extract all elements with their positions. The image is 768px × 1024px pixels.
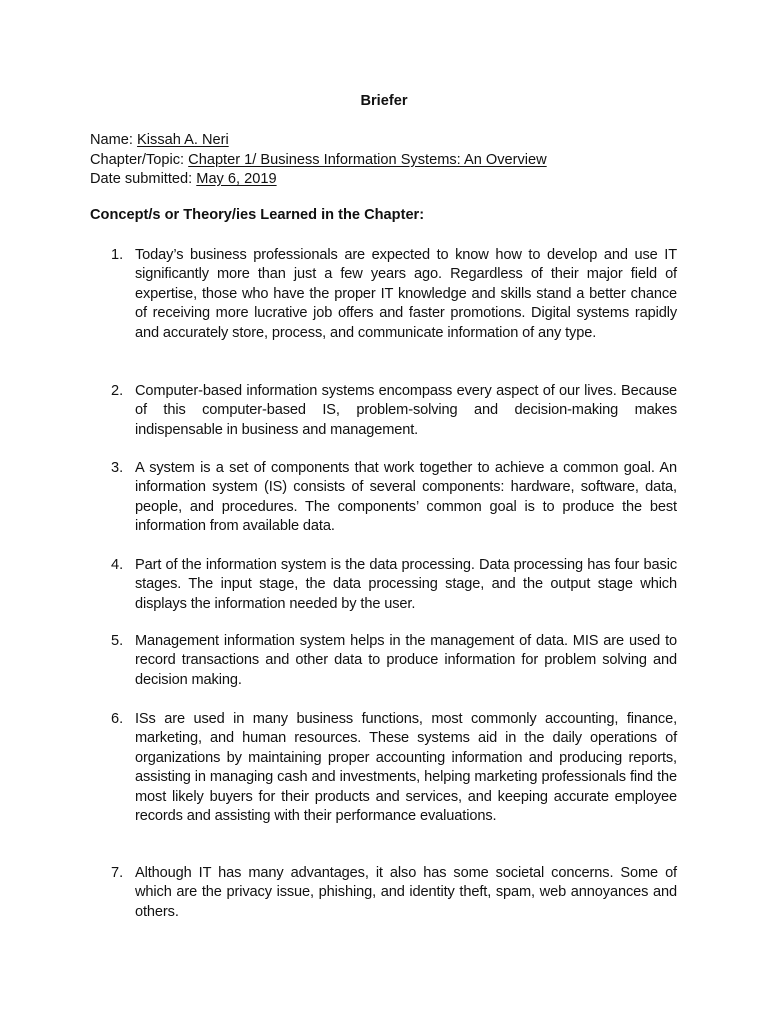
item-text: Part of the information system is the data processing. Data processing has four basic stages. The input stage, the data processing stage, and the output stage which displays the information needed by the user. bbox=[135, 557, 677, 612]
date-value: May 6, 2019 bbox=[196, 171, 277, 187]
item-text: ISs are used in many business functions, most commonly accounting, finance, marketing, and human resources. These systems aid in the daily operations of organizations by maintaining proper accounting information and producing reports, assisting in managing cash and investments, helping marketing professionals find the most likely buyers for their products and services, and keeping accurate employee records and assisting with their performance evaluations. bbox=[135, 711, 677, 825]
name-value: Kissah A. Neri bbox=[137, 132, 229, 148]
item-text: A system is a set of components that work together to achieve a common goal. An information system (IS) consists of several components: hardware, software, data, people, and procedures. The components’ common goal is to produce the best information from available data. bbox=[135, 460, 677, 535]
date-row bbox=[90, 170, 547, 190]
name-row bbox=[90, 131, 547, 151]
name-label: Name: bbox=[90, 132, 133, 148]
item-number: 6. bbox=[111, 711, 124, 727]
chapter-row bbox=[90, 151, 547, 171]
item-number: 3. bbox=[111, 460, 124, 476]
date-label: Date submitted: bbox=[90, 171, 193, 187]
chapter-label: Chapter/Topic: bbox=[90, 151, 185, 168]
item-number: 5. bbox=[111, 633, 124, 649]
item-number: 7. bbox=[111, 865, 124, 881]
item-text: Management information system helps in the management of data. MIS are used to record transactions and other data to produce information for problem solving and decision making. bbox=[135, 633, 677, 688]
item-text: Today’s business professionals are expected to know how to develop and use IT significantly more than just a few years ago. Regardless of their major field of expertise, those who have the proper IT knowledge and skills stand a better chance of receiving more lucrative job offers and faster promotions. Digital systems rapidly and accurately store, process, and communicate information of any type. bbox=[135, 247, 677, 341]
item-number: 2. bbox=[111, 383, 124, 399]
item-number: 4. bbox=[111, 557, 124, 573]
document-meta bbox=[90, 131, 547, 190]
document-title: Briefer bbox=[360, 93, 408, 109]
section-heading: Concept/s or Theory/ies Learned in the Chapter: bbox=[90, 207, 425, 223]
chapter-value: Chapter 1/ Business Information Systems: An Overview bbox=[188, 151, 547, 168]
item-number: 1. bbox=[111, 247, 124, 263]
item-text: Computer-based information systems encompass every aspect of our lives. Because of this computer-based IS, problem-solving and decision-making makes indispensable in business and management. bbox=[135, 383, 677, 438]
item-text: Although IT has many advantages, it also has some societal concerns. Some of which are the privacy issue, phishing, and identity theft, spam, web annoyances and others. bbox=[135, 865, 677, 920]
